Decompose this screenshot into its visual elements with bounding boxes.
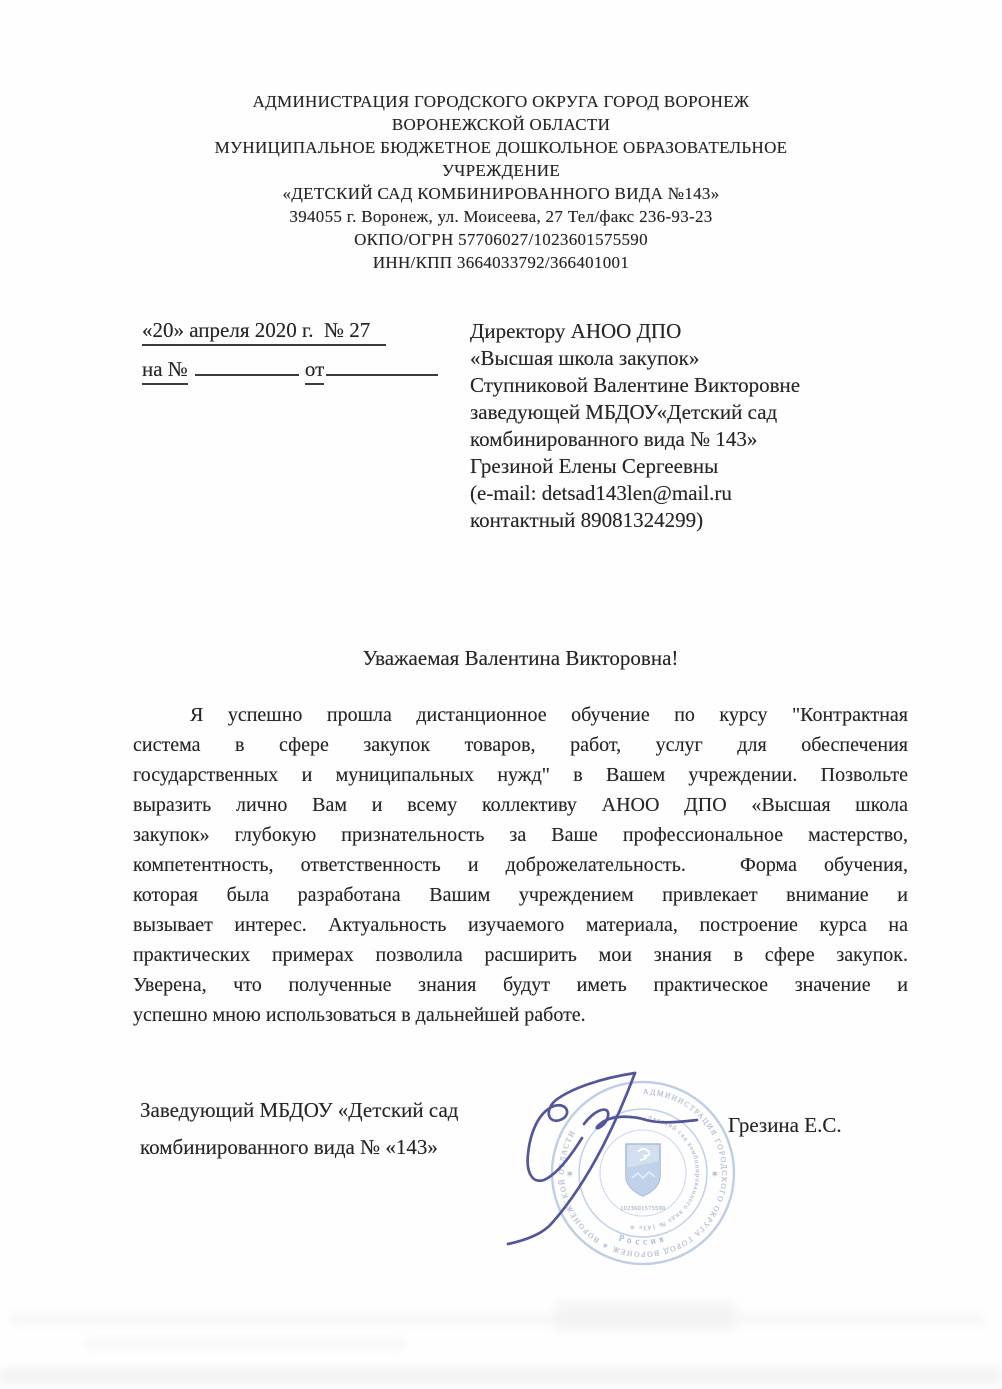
body-line: которая была разработана Вашим учреждением привлекает внимание и xyxy=(133,884,908,906)
body-line: компетентность, ответственность и доброжелательность. Форма обучения, xyxy=(133,854,908,876)
body-line: закупок» глубокую признательность за Ваше профессиональное мастерство, xyxy=(133,824,908,846)
addressee-line: заведующей МБДОУ«Детский сад xyxy=(470,400,778,424)
signatory-title-line: Заведующий МБДОУ «Детский сад xyxy=(140,1098,459,1122)
letterhead-line: МУНИЦИПАЛЬНОЕ БЮДЖЕТНОЕ ДОШКОЛЬНОЕ ОБРАЗОВАТЕЛЬНОЕ xyxy=(214,138,788,157)
date-number-line: «20» апреля 2020 г. № 27 xyxy=(142,318,386,346)
letterhead-line: ВОРОНЕЖСКОЙ ОБЛАСТИ xyxy=(391,115,611,134)
seal-star-left: ✶ xyxy=(566,1169,574,1179)
addressee-line: Грезиной Елены Сергеевны xyxy=(470,454,719,478)
incoming-ref-prefix: на № xyxy=(142,357,188,385)
letterhead-line: «ДЕТСКИЙ САД КОМБИНИРОВАННОГО ВИДА №143» xyxy=(282,184,720,203)
body-paragraph xyxy=(133,700,908,1030)
salutation: Уважаемая Валентина Викторовна! xyxy=(362,646,679,670)
scan-artifact xyxy=(0,1368,1002,1384)
body-line: успешно мною использоваться в дальнейшей работе. xyxy=(133,1004,586,1026)
addressee-line: Директору АНОО ДПО xyxy=(470,319,682,343)
signatory-title xyxy=(140,1092,520,1166)
letterhead-line: АДМИНИСТРАЦИЯ ГОРОДСКОГО ОКРУГА ГОРОД ВОРОНЕЖ xyxy=(252,92,750,111)
reference-block xyxy=(142,318,438,381)
addressee-line: Ступниковой Валентине Викторовне xyxy=(470,373,801,397)
seal-inner-ring-text: «Детский сад комбинированного вида № 143» ✶ xyxy=(628,1114,702,1232)
incoming-date-blank xyxy=(326,355,438,376)
scan-artifact xyxy=(10,1312,985,1326)
letterhead xyxy=(0,90,1002,274)
addressee-line: контактный 89081324299) xyxy=(470,508,704,532)
addressee-line: «Высшая школа закупок» xyxy=(470,346,700,370)
body-line: вызывает интерес. Актуальность изучаемого материала, построение курса на xyxy=(133,914,908,936)
letterhead-line: УЧРЕЖДЕНИЕ xyxy=(441,161,561,180)
incoming-ref-line xyxy=(142,355,438,381)
letterhead-line: 394055 г. Воронеж, ул. Моисеева, 27 Тел/факс 236-93-23 xyxy=(289,207,713,226)
addressee-line: комбинированного вида № 143» xyxy=(470,427,758,451)
addressee-line: (e-mail: detsad143len@mail.ru xyxy=(470,481,732,505)
seal-ogrn-number: 1023601575590 xyxy=(620,1206,666,1212)
letterhead-line: ИНН/КПП 3664033792/366401001 xyxy=(372,253,630,272)
incoming-from-label: от xyxy=(305,357,324,385)
body-line: практических примерах позволила расширить мои знания в сфере закупок. xyxy=(133,944,908,966)
letterhead-line: ОКПО/ОГРН 57706027/1023601575590 xyxy=(354,230,648,249)
addressee-block xyxy=(470,318,910,534)
handwritten-signature xyxy=(492,1058,712,1258)
body-line: государственных и муниципальных нужд" в Вашем учреждении. Позвольте xyxy=(133,764,908,786)
seal-country-label: Россия xyxy=(617,1232,669,1247)
signatory-name: Грезина Е.С. xyxy=(728,1113,842,1137)
seal-star-right: ✶ xyxy=(711,1169,719,1179)
seal-outer-ring-text: АДМИНИСТРАЦИЯ ГОРОДСКОГО ОКРУГА ГОРОД ВОРОНЕЖ ✶ ВОРОНЕЖСКОЙ ОБЛАСТИ xyxy=(556,1086,730,1260)
body-line: Уверена, что полученные знания будут иметь практическое значение и xyxy=(133,974,908,996)
scan-artifact xyxy=(555,1300,735,1330)
body-line: система в сфере закупок товаров, работ, услуг для обеспечения xyxy=(133,734,908,756)
signatory-title-line: комбинированного вида № «143» xyxy=(140,1135,438,1159)
incoming-number-blank xyxy=(195,355,299,376)
body-line: выразить лично Вам и всему коллективу АНОО ДПО «Высшая школа xyxy=(133,794,908,816)
scan-artifact xyxy=(85,1338,405,1350)
body-line: Я успешно прошла дистанционное обучение по курсу "Контрактная xyxy=(190,704,908,726)
